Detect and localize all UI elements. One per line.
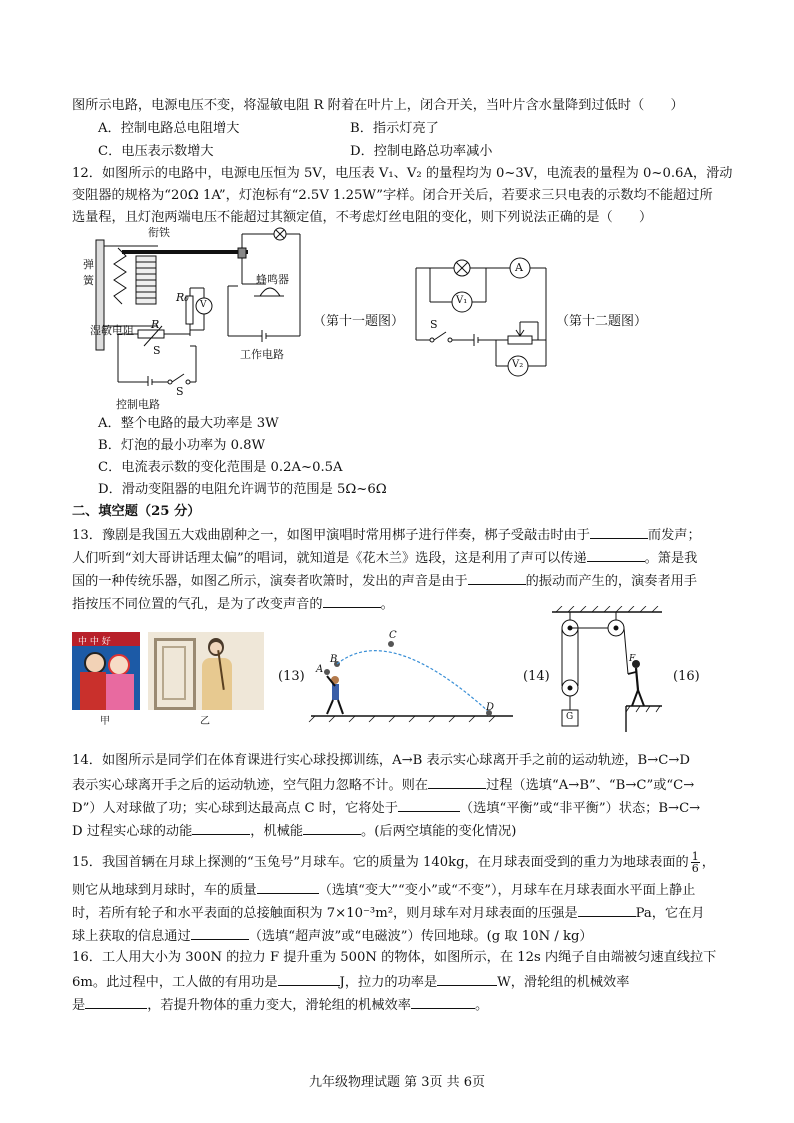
label-force-f: F [629, 654, 636, 664]
point-d: D [486, 702, 495, 713]
point-c: C [389, 630, 397, 641]
q12-stem-line3: 选量程，且灯泡两端电压不能超过其额定值，不考虑灯丝电阻的变化，则下列说法正确的是（ ） [72, 210, 653, 225]
figure-11-circuit [78, 226, 308, 386]
q11-option-a: A．控制电路总电阻增大 [98, 121, 240, 136]
q11-stem: 图所示电路，电源电压不变，将湿敏电阻 R 附着在叶片上，闭合开关，当叶片含水量降到过低时（ ） [72, 98, 684, 113]
caption-14: (14) [523, 669, 550, 684]
label-yi: 乙 [200, 716, 210, 727]
q14-line3: D”）人对球做了功；实心球到达最高点 C 时，它将处于 （选填“平衡”或“非平衡”）状态；B→C→ [72, 798, 700, 818]
q14-line2: 表示实心球离开手之后的运动轨迹，空气阻力忽略不计。则在 过程（选填“A→B”、“B→C”或“C→ [72, 775, 694, 795]
point-a: A [316, 664, 324, 675]
q14-line1: 14．如图所示是同学们在体育课进行实心球投掷训练，A→B 表示实心球离开手之前的运动轨迹，B→C→D [72, 753, 690, 768]
fig11-label-r: R [151, 318, 160, 331]
fig11-label-r0: R₀ [176, 291, 189, 304]
fig11-label-spring-1: 弹 [83, 258, 94, 271]
q12-option-c: C．电流表示数的变化范围是 0.2A~0.5A [98, 460, 343, 475]
section-2-title: 二、填空题（25 分） [72, 504, 201, 519]
fig12-caption: （第十二题图） [556, 314, 648, 329]
fig11-label-spring-2: 簧 [83, 274, 94, 287]
q13-line2: 人们听到“刘大哥讲话理太偏”的唱词，就知道是《花木兰》选段，这是利用了声可以传递 。箫是我 [72, 548, 697, 568]
q12-stem-line1: 12．如图所示的电路中，电源电压恒为 5V，电压表 V₁、V₂ 的量程均为 0~3V，电流表的量程为 0~0.6A，滑动 [72, 166, 733, 181]
q12-option-a: A．整个电路的最大功率是 3W [98, 416, 279, 431]
fig12-label-ammeter: A [515, 261, 523, 274]
q15-line1: 15．我国首辆在月球上探测的“玉兔号”月球车。它的质量为 140kg，在月球表面受到的重力为地球表面的 $\frac{1}{6}$ ， [72, 850, 715, 875]
flute-player-image [148, 632, 264, 710]
q12-option-d: D．滑动变阻器的电阻允许调节的范围是 5Ω~6Ω [98, 482, 387, 497]
fig12-label-v2: V₂ [512, 359, 524, 370]
fig11-label-s2: S [176, 385, 184, 398]
caption-13: (13) [278, 669, 305, 684]
q15-line2: 则它从地球到月球时，车的质量 （选填“变大”“变小”或“不变”），月球车在月球表面水平面上静止 [72, 880, 695, 900]
label-jia: 甲 [100, 716, 110, 727]
q12-option-b: B．灯泡的最小功率为 0.8W [98, 438, 266, 453]
q16-line2: 6m。此过程中，工人做的有用功是 J，拉力的功率是 W，滑轮组的机械效率 [72, 972, 629, 992]
q13-line3: 国的一种传统乐器，如图乙所示，演奏者吹箫时，发出的声音是由于 的振动而产生的，演奏者用手 [72, 571, 697, 591]
q15-line4: 球上获取的信息通过 （选填“超声波”或“电磁波”）传回地球。(g 取 10N / kg） [72, 926, 593, 946]
q12-stem-line2: 变阻器的规格为“20Ω 1A”，灯泡标有“2.5V 1.25W”字样。闭合开关后，若要求三只电表的示数均不能超过所 [72, 188, 713, 203]
opera-performer-image: 中 中 好 [72, 632, 140, 710]
fig11-caption: （第十一题图） [313, 314, 405, 329]
fig11-label-control-circuit: 控制电路 [116, 398, 160, 411]
q14-line4: D 过程实心球的动能 ，机械能 。(后两空填能的变化情况) [72, 821, 516, 841]
q16-line1: 16．工人用大小为 300N 的拉力 F 提升重为 500N 的物体，如图所示，在 12s 内绳子自由端被匀速直线拉下 [72, 950, 717, 965]
label-weight-g: G [566, 712, 574, 722]
point-b: B [330, 654, 338, 665]
fig11-label-humidity-resistor: 湿敏电阻 [90, 324, 134, 337]
fig11-label-armature: 衔铁 [148, 226, 170, 239]
fig11-label-voltmeter: V [200, 300, 207, 310]
page-footer: 九年级物理试题 第 3页 共 6页 [308, 1075, 486, 1090]
fig11-label-buzzer: 蜂鸣器 [256, 273, 289, 286]
fig11-label-work-circuit: 工作电路 [240, 348, 284, 361]
fig11-label-s1: S [153, 344, 161, 357]
q13-line4: 指按压不同位置的气孔，是为了改变声音的 。 [72, 594, 394, 614]
q11-option-c: C．电压表示数增大 [98, 144, 214, 159]
q11-option-b: B．指示灯亮了 [350, 121, 439, 136]
fraction-one-sixth: $\frac{1}{6}$ [691, 850, 699, 875]
q15-line3: 时，若所有轮子和水平表面的总接触面积为 7×10⁻³m²，则月球车对月球表面的压强是 Pa，它在月 [72, 903, 705, 923]
fig12-label-v1: V₁ [456, 295, 468, 306]
fig12-label-switch: S [430, 318, 438, 331]
q11-option-d: D．控制电路总功率减小 [350, 144, 493, 159]
caption-16: (16) [673, 669, 700, 684]
q16-line3: 是 ，若提升物体的重力变大，滑轮组的机械效率 。 [72, 995, 488, 1015]
q13-line1: 13．豫剧是我国五大戏曲剧种之一，如图甲演唱时常用梆子进行伴奏，梆子受敲击时由于 而发声； [72, 525, 701, 545]
